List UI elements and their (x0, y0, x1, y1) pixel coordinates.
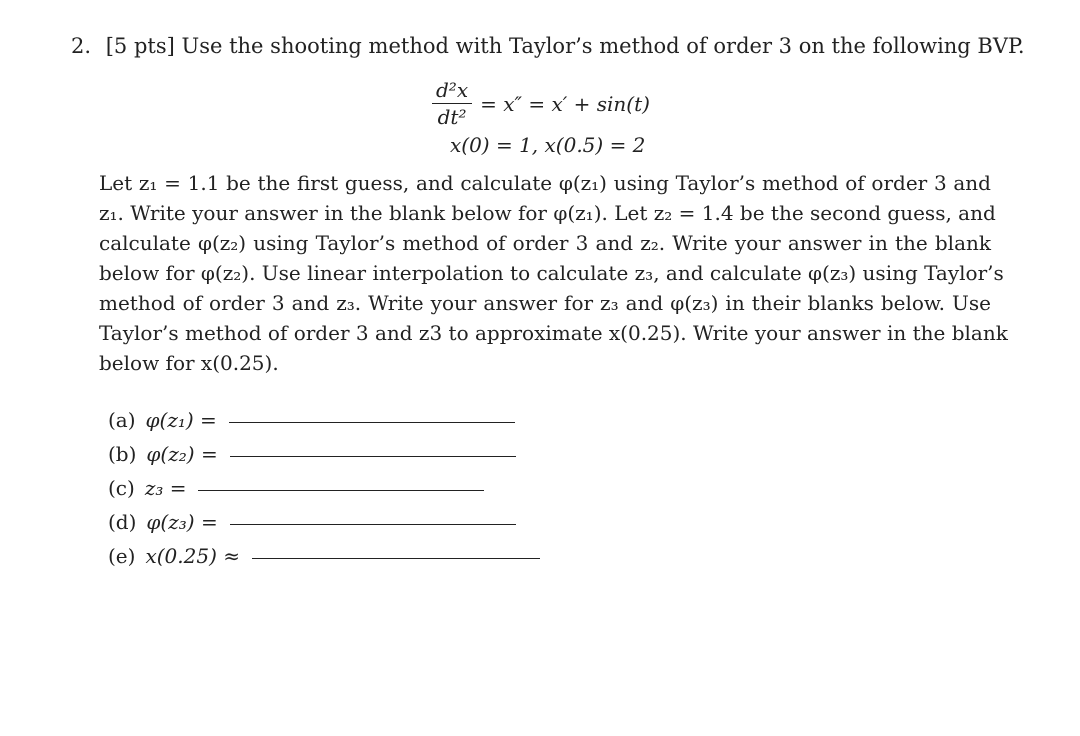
answer-label: (a) (108, 408, 136, 432)
problem-instruction: Use the shooting method with Taylor’s method of order 3 on the following BVP. (181, 34, 1025, 58)
fraction-numerator: d²x (432, 78, 472, 104)
derivative-fraction (432, 78, 472, 129)
boundary-conditions: x(0) = 1, x(0.5) = 2 (450, 133, 646, 157)
ode-equation (432, 78, 650, 129)
paragraph-line: Let z₁ = 1.1 be the first guess, and calculate φ(z₁) using Taylor’s method of order 3 and (99, 171, 991, 195)
fraction-denominator: dt² (437, 105, 467, 129)
answer-item-b (108, 432, 540, 466)
paragraph-line: calculate φ(z₂) using Taylor’s method of order 3 and z₂. Write your answer in the blank (99, 231, 991, 255)
answer-label: (e) (108, 544, 136, 568)
paragraph-line: Taylor’s method of order 3 and z3 to approximate x(0.25). Write your answer in the blank (99, 321, 1008, 345)
answer-expression: z₃ = (144, 476, 187, 500)
paragraph-line: method of order 3 and z₃. Write your answer for z₃ and φ(z₃) in their blanks below. Use (99, 291, 991, 315)
answer-expression: φ(z₂) = (146, 442, 218, 466)
problem-header (71, 34, 1025, 58)
answer-list (108, 398, 540, 568)
paragraph-line: below for x(0.25). (99, 351, 279, 375)
answer-blank-d[interactable] (230, 523, 516, 525)
paragraph-line: z₁. Write your answer in the blank below for φ(z₁). Let z₂ = 1.4 be the second guess, and (99, 201, 996, 225)
answer-item-c (108, 466, 540, 500)
answer-expression: φ(z₁) = (145, 408, 217, 432)
problem-number: 2. (71, 34, 92, 58)
answer-expression: φ(z₃) = (146, 510, 218, 534)
ode-rhs: = x″ = x′ + sin(t) (480, 91, 650, 116)
answer-blank-b[interactable] (230, 455, 516, 457)
answer-blank-a[interactable] (229, 421, 515, 423)
answer-expression: x(0.25) ≈ (145, 544, 240, 568)
answer-blank-c[interactable] (198, 489, 484, 491)
answer-label: (c) (108, 476, 135, 500)
problem-points: [5 pts] (105, 34, 175, 58)
answer-item-d (108, 500, 540, 534)
paragraph-line: below for φ(z₂). Use linear interpolation to calculate z₃, and calculate φ(z₃) using Taylor’s (99, 261, 1004, 285)
answer-item-a (108, 398, 540, 432)
answer-item-e (108, 534, 540, 568)
answer-label: (d) (108, 510, 137, 534)
answer-blank-e[interactable] (252, 557, 540, 559)
problem-paragraph (99, 168, 1008, 378)
answer-label: (b) (108, 442, 137, 466)
